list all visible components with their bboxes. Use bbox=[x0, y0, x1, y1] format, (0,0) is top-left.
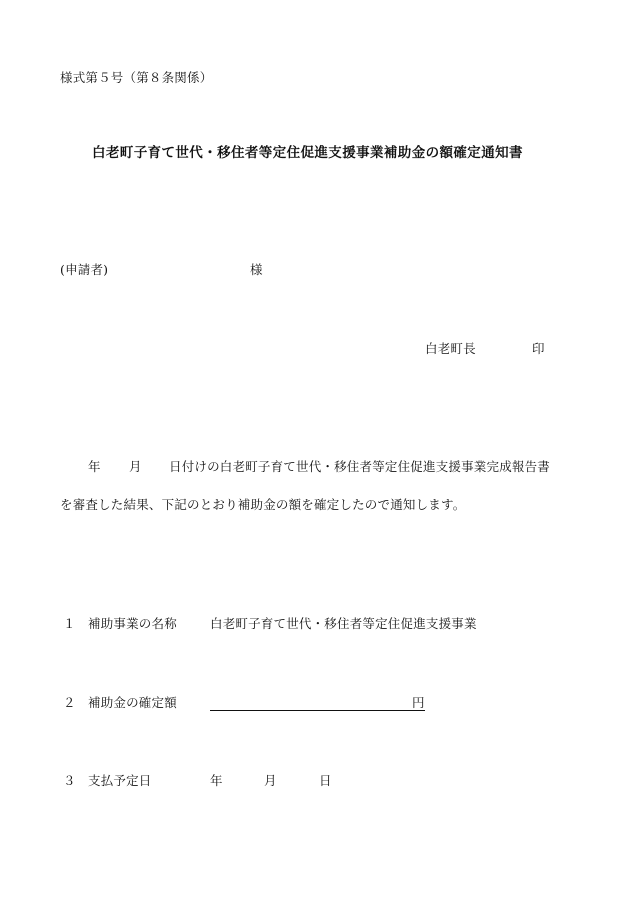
item-1-value: 白老町子育て世代・移住者等定住促進支援事業 bbox=[210, 616, 477, 631]
issuer-seal: 印 bbox=[532, 341, 545, 356]
item-3-month-label: 月 bbox=[264, 773, 277, 788]
form-number: 様式第５号（第８条関係） bbox=[60, 70, 213, 85]
item-2-number: ２ bbox=[63, 695, 76, 710]
item-3-number: ３ bbox=[63, 773, 76, 788]
item-2-label: 補助金の確定額 bbox=[88, 695, 177, 710]
document-title: 白老町子育て世代・移住者等定住促進支援事業補助金の額確定通知書 bbox=[92, 145, 523, 161]
item-3-day-label: 日 bbox=[319, 773, 332, 788]
item-3-year-label: 年 bbox=[210, 773, 223, 788]
body-line2: を審査した結果、下記のとおり補助金の額を確定したので通知します。 bbox=[60, 497, 466, 512]
item-2-unit: 円 bbox=[412, 695, 425, 710]
body-year-label: 年 bbox=[88, 459, 101, 474]
body-month-label: 月 bbox=[129, 459, 142, 474]
amount-blank-line bbox=[210, 710, 425, 711]
item-1-label: 補助事業の名称 bbox=[88, 616, 177, 631]
body-line1-rest: 日付けの白老町子育て世代・移住者等定住促進支援事業完成報告書 bbox=[169, 459, 551, 474]
applicant-label: (申請者) bbox=[60, 262, 109, 277]
item-1-number: １ bbox=[63, 616, 76, 631]
issuer-name: 白老町長 bbox=[425, 341, 476, 356]
item-3-label: 支払予定日 bbox=[88, 773, 152, 788]
applicant-honorific: 様 bbox=[250, 262, 263, 277]
